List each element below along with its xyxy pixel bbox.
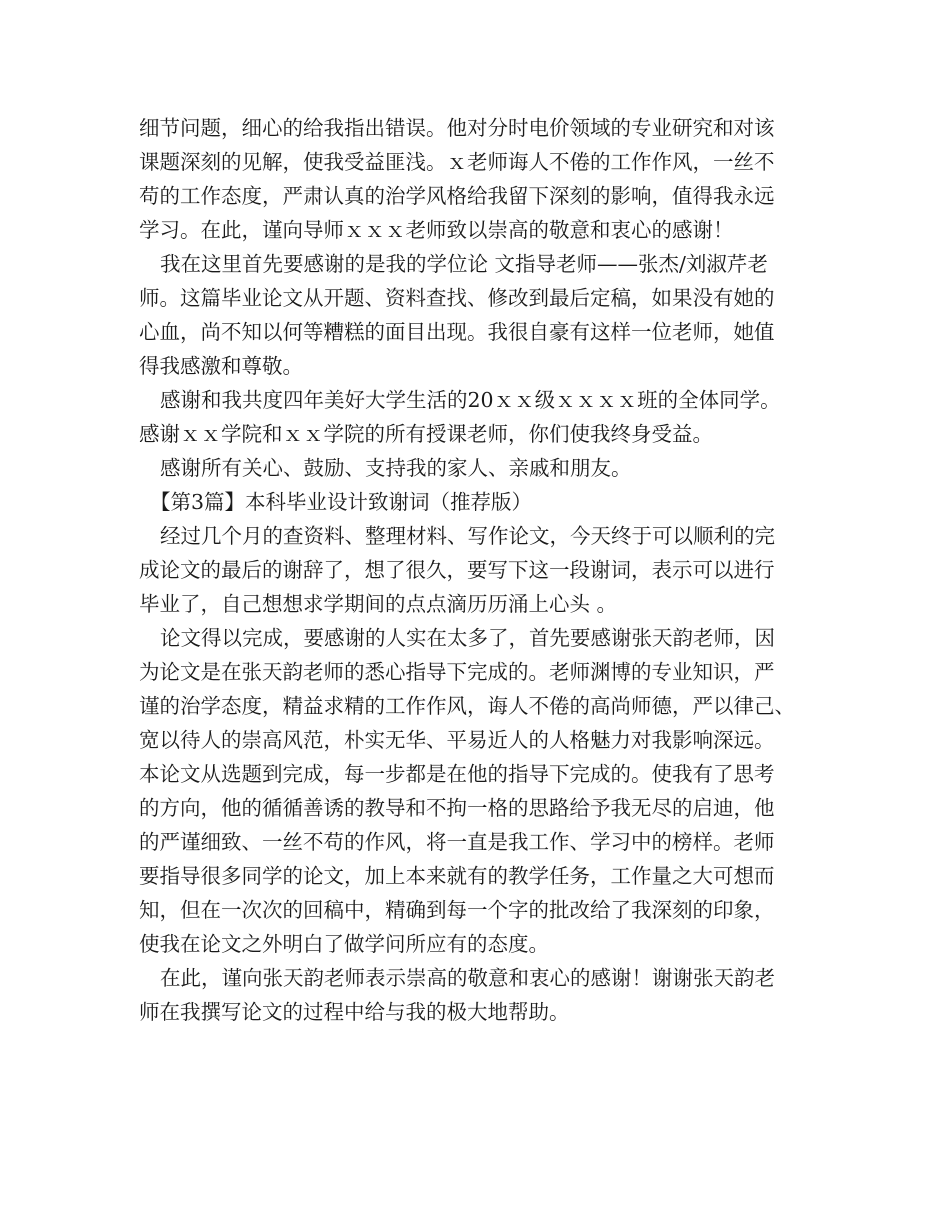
text-line: 细节问题，细心的给我指出错误。他对分时电价领域的专业研究和对该	[139, 116, 775, 140]
text-line: 感谢所有关心、鼓励、支持我的家人、亲戚和朋友。	[160, 456, 632, 480]
text-line: 感谢和我共度四年美好大学生活的20ｘｘ级ｘｘｘｘ班的全体同学。	[160, 388, 781, 412]
text-line: 论文得以完成，要感谢的人实在太多了，首先要感谢张天韵老师，因	[160, 626, 775, 650]
text-line: 谨的治学态度，精益求精的工作作风，诲人不倦的高尚师德，严以律己、	[139, 694, 795, 718]
text-line: 苟的工作态度，严肃认真的治学风格给我留下深刻的影响，值得我永远	[139, 184, 775, 208]
text-line: 毕业了，自己想想求学期间的点点滴历历涌上心头 。	[139, 592, 618, 616]
text-line: 的方向，他的循循善诱的教导和不拘一格的思路给予我无尽的启迪，他	[139, 796, 775, 820]
text-line: 课题深刻的见解，使我受益匪浅。ｘ老师诲人不倦的工作作风，一丝不	[139, 150, 775, 174]
text-line: 得我感激和尊敬。	[139, 354, 303, 378]
text-line: 使我在论文之外明白了做学问所应有的态度。	[139, 932, 549, 956]
text-line: 本论文从选题到完成，每一步都是在他的指导下完成的。使我有了思考	[139, 762, 775, 786]
text-line: 心血，尚不知以何等糟糕的面目出现。我很自豪有这样一位老师，她值	[139, 320, 775, 344]
section-heading: 【第3篇】本科毕业设计致谢词（推荐版）	[150, 490, 533, 514]
text-line: 成论文的最后的谢辞了，想了很久，要写下这一段谢词，表示可以进行	[139, 558, 775, 582]
text-line: 我在这里首先要感谢的是我的学位论 文指导老师——张杰/刘淑芹老	[160, 252, 768, 276]
text-line: 师。这篇毕业论文从开题、资料查找、修改到最后定稿，如果没有她的	[139, 286, 775, 310]
text-line: 师在我撰写论文的过程中给与我的极大地帮助。	[139, 1000, 570, 1024]
text-line: 要指导很多同学的论文，加上本来就有的教学任务，工作量之大可想而	[139, 864, 775, 888]
text-line: 在此，谨向张天韵老师表示崇高的敬意和衷心的感谢！谢谢张天韵老	[160, 966, 775, 990]
text-line: 知，但在一次次的回稿中，精确到每一个字的批改给了我深刻的印象，	[139, 898, 775, 922]
text-line: 感谢ｘｘ学院和ｘｘ学院的所有授课老师，你们使我终身受益。	[139, 422, 713, 446]
text-line: 学习。在此，谨向导师ｘｘｘ老师致以崇高的敬意和衷心的感谢！	[139, 218, 734, 242]
text-line: 经过几个月的查资料、整理材料、写作论文，今天终于可以顺利的完	[160, 524, 775, 548]
text-line: 为论文是在张天韵老师的悉心指导下完成的。老师渊博的专业知识，严	[139, 660, 775, 684]
text-line: 的严谨细致、一丝不苟的作风，将一直是我工作、学习中的榜样。老师	[139, 830, 775, 854]
text-line: 宽以待人的崇高风范，朴实无华、平易近人的人格魅力对我影响深远。	[139, 728, 775, 752]
